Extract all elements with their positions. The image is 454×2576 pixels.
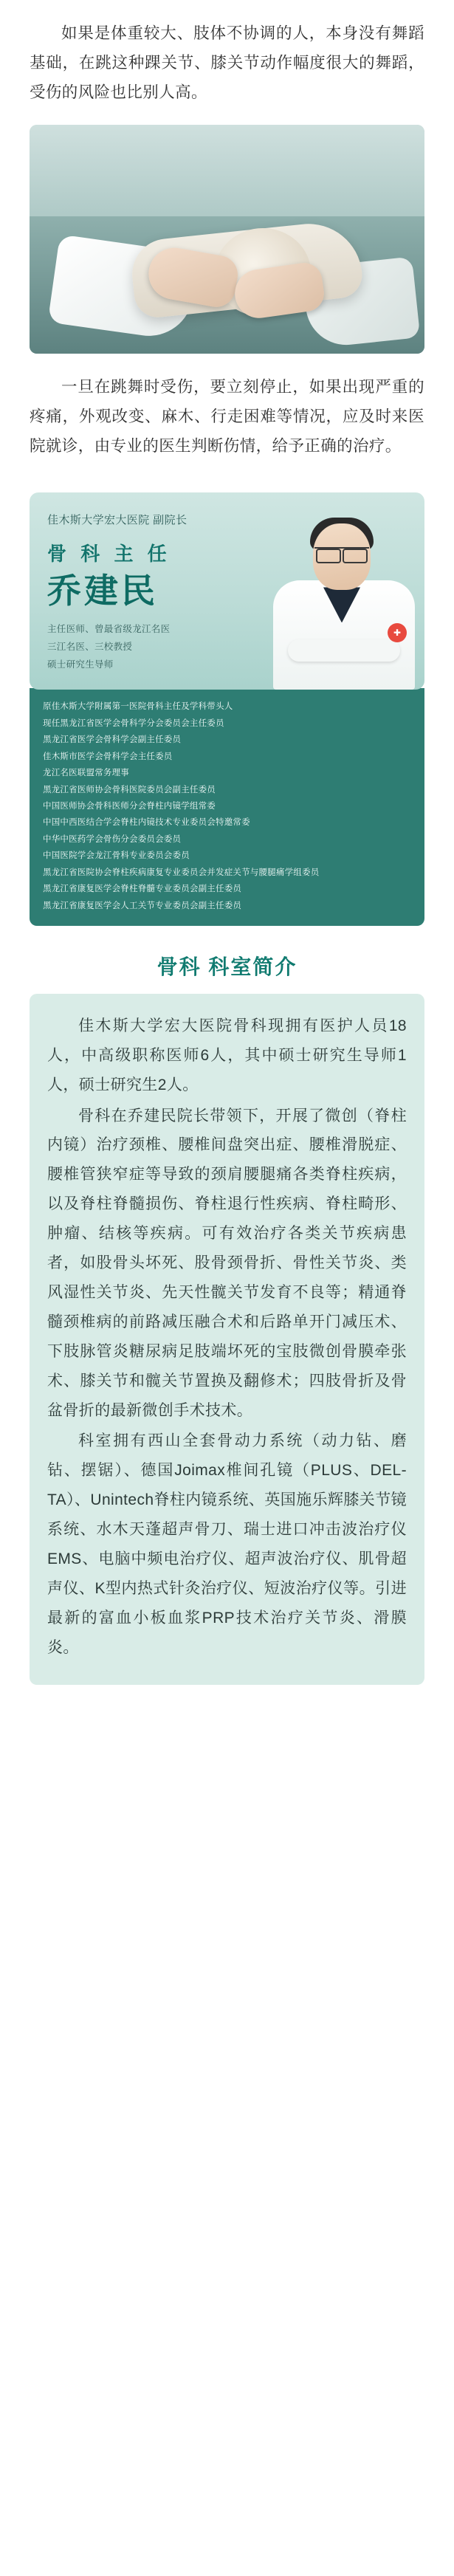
doctor-title-line: 骨 科 主 任	[47, 542, 171, 565]
doctor-card-section	[0, 476, 454, 690]
credentials-list	[30, 688, 424, 925]
doctor-card	[30, 492, 424, 690]
credential-item: 黑龙江省康复医学会人工关节专业委员会副主任委员	[43, 901, 242, 910]
credential-item: 原佳木斯大学附属第一医院骨科主任及学科带头人	[43, 702, 233, 712]
doctor-portrait	[269, 516, 420, 690]
credential-item: 龙江名医联盟常务理事	[43, 769, 129, 778]
credential-item: 中国医院学会龙江骨科专业委员会委员	[43, 851, 190, 861]
credential-item: 中国中西医结合学会脊柱内镜技术专业委员会特邀常委	[43, 818, 250, 828]
credential-item: 黑龙江省医院协会脊柱疾病康复专业委员会并发症关节与腰腿痛学组委员	[43, 868, 320, 877]
department-paragraph-2: 骨科在乔建民院长带领下，开展了微创（脊柱内镜）治疗颈椎、腰椎间盘突出症、腰椎滑脱症、腰椎管狭窄症等导致的颈肩腰腿痛各类脊柱疾病，以及脊柱脊髓损伤、脊柱退行性疾病、脊柱畸形、肿瘤、结核等疾病。可有效治疗各类关节疾病患者，如股骨头坏死、股骨颈骨折、骨性关节炎、类风湿性关节炎、先天性髋关节发育不良等；精通脊髓颈椎病的前路减压融合术和后路单开门减压术、下肢脉管炎糖尿病足肢端坏死的宝肢微创骨膜牵张术、膝关节和髋关节置换及翻修术；四肢骨折及骨盆骨折的最新微创手术技术。	[47, 1107, 407, 1419]
credential-item: 黑龙江省医师协会骨科医院委员会副主任委员	[43, 785, 216, 794]
credential-item: 黑龙江省医学会骨科学会副主任委员	[43, 735, 182, 745]
page-title: 骨科 科室简介	[157, 955, 297, 978]
department-paragraph-1: 佳木斯大学宏大医院骨科现拥有医护人员18人，中高级职称医师6人，其中硕士研究生导师1人，硕士研究生2人。	[47, 1017, 407, 1093]
department-paragraph-3: 科室拥有西山全套骨动力系统（动力钻、磨钻、摆锯）、德国Joimax椎间孔镜（PLUS、DEL-TA）、Unintech脊柱内镜系统、英国施乐辉膝关节镜系统、水木天蓬超声骨刀、瑞士进口冲击波治疗仪EMS、电脑中频电治疗仪、超声波治疗仪、肌骨超声仪、K型内热式针灸治疗仪、短波治疗仪等。引进最新的富血小板血浆PRP技术治疗关节炎、滑膜炎。	[47, 1432, 407, 1656]
doctor-subinfo-line-2: 三江名医、三校教授	[47, 641, 133, 652]
credential-item: 佳木斯市医学会骨科学会主任委员	[43, 752, 173, 761]
credential-item: 现任黑龙江省医学会骨科学分会委员会主任委员	[43, 718, 224, 728]
photo-section	[0, 122, 454, 354]
advice-section	[0, 354, 454, 475]
doctor-subinfo-line-1: 主任医师、曾最省级龙江名医	[47, 624, 171, 635]
photo-background	[30, 125, 424, 230]
intro-section	[0, 0, 454, 122]
advice-paragraph: 一旦在跳舞时受伤，要立刻停止，如果出现严重的疼痛，外观改变、麻木、行走困难等情况，应及时来医院就诊，由专业的医生判断伤情，给予正确的治疗。	[30, 378, 424, 455]
credential-item: 中国医师协会骨科医师分会脊柱内镜学组常委	[43, 801, 216, 811]
knee-examination-photo	[30, 125, 424, 354]
doctor-name: 乔建民	[47, 571, 158, 610]
doctor-arms	[288, 639, 400, 662]
intro-paragraph: 如果是体重较大、肢体不协调的人，本身没有舞蹈基础，在跳这种踝关节、膝关节动作幅度很大的舞蹈，受伤的风险也比别人高。	[30, 24, 424, 101]
credentials-section	[0, 688, 454, 925]
department-intro-section	[0, 994, 454, 1714]
hospital-emblem-icon: ✚	[388, 623, 407, 642]
credential-item: 黑龙江省康复医学会脊柱脊髓专业委员会副主任委员	[43, 885, 242, 894]
doctor-hospital-line: 佳木斯大学宏大医院 副院长	[47, 513, 188, 526]
credential-item: 中华中医药学会骨伤分会委员会委员	[43, 834, 182, 844]
department-intro-panel	[30, 994, 424, 1685]
doctor-subinfo-line-3: 硕士研究生导师	[47, 659, 114, 670]
glasses-icon	[314, 547, 369, 560]
